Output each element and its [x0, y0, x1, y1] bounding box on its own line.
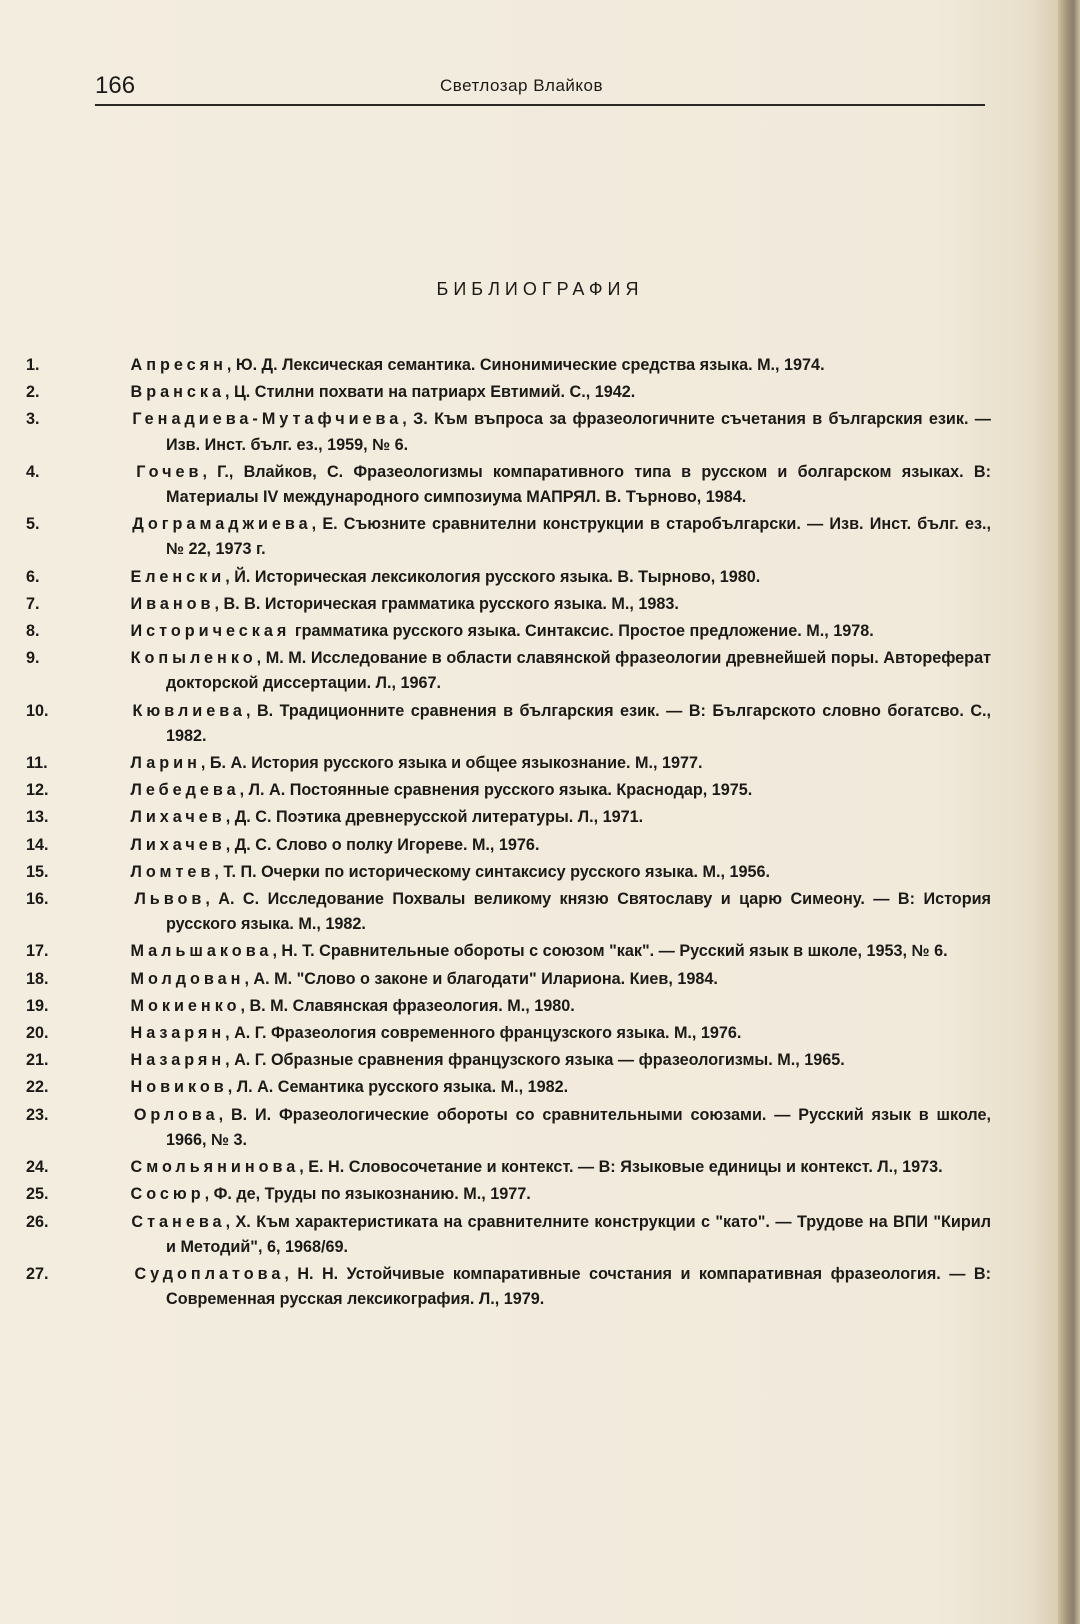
entry-author: Еленски — [130, 567, 226, 586]
bibliography-entry — [26, 778, 991, 803]
entry-number: 3. — [26, 410, 40, 429]
entry-author: Гочев — [136, 462, 203, 481]
entry-number: 24. — [26, 1158, 49, 1177]
bibliography-entry — [26, 967, 991, 992]
entry-details: , Г., Влайков, С. Фразеологизмы компаративного типа в русском и болгарском языках. В: Материалы IV международного симпозиума МАПРЯЛ. В. Търново, 1984. — [166, 462, 991, 507]
bibliography-entry — [26, 1075, 991, 1100]
entry-number: 7. — [26, 594, 40, 613]
entry-author: Копыленко — [130, 649, 257, 668]
entry-number: 9. — [26, 649, 40, 668]
entry-author: Историческая — [130, 622, 291, 641]
entry-details: , Х. Към характеристиката на сравнителните конструкции с "като". — Трудове на ВПИ "Кирил и Методий", 6, 1968/69. — [166, 1212, 992, 1256]
bibliography-list — [26, 353, 992, 1314]
entry-author: Назарян — [130, 1051, 226, 1070]
entry-details: грамматика русского языка. Синтаксис. Простое предложение. М., 1978. — [290, 622, 874, 641]
bibliography-entry — [26, 833, 991, 858]
entry-author: Назарян — [130, 1024, 226, 1043]
entry-number: 4. — [26, 462, 40, 481]
entry-number: 23. — [26, 1105, 49, 1124]
entry-details: , А. Г. Образные сравнения французского языка — фразеологизмы. М., 1965. — [225, 1051, 845, 1070]
entry-author: Львов — [134, 890, 206, 909]
entry-author: Апресян — [130, 356, 227, 374]
entry-details: , В. Традиционните сравнения в българския език. — В: Българското словно богатсво. С., 1982. — [166, 701, 992, 745]
entry-details: , А. М. "Слово о законе и благодати" Илариона. Киев, 1984. — [244, 969, 718, 988]
bibliography-entry — [26, 380, 991, 405]
bibliography-entry — [26, 1155, 991, 1180]
entry-details: , Е. Н. Словосочетание и контекст. — В: Языковые единицы и контекст. Л., 1973. — [299, 1158, 943, 1177]
entry-author: Молдован — [130, 969, 245, 988]
entry-number: 16. — [26, 890, 49, 909]
entry-details: , Ю. Д. Лексическая семантика. Синонимические средства языка. М., 1974. — [226, 356, 825, 374]
entry-author: Станева — [131, 1212, 226, 1231]
bibliography-entry — [26, 1103, 991, 1153]
entry-author: Орлова — [133, 1105, 219, 1124]
header-rule — [95, 104, 985, 106]
entry-author: Генадиева-Мутафчиева — [132, 410, 403, 429]
entry-number: 1. — [26, 356, 40, 374]
entry-number: 25. — [26, 1185, 49, 1204]
entry-author: Судоплатова — [134, 1264, 285, 1283]
entry-author: Вранска — [130, 383, 225, 402]
entry-number: 6. — [26, 567, 40, 586]
entry-number: 14. — [26, 835, 49, 854]
entry-author: Лихачев — [130, 835, 226, 854]
entry-details: , А. Г. Фразеология современного французского языка. М., 1976. — [225, 1024, 742, 1043]
entry-author: Ломтев — [130, 862, 215, 881]
bibliography-entry — [26, 887, 991, 937]
entry-number: 22. — [26, 1078, 49, 1097]
entry-number: 12. — [26, 781, 49, 800]
section-title: БИБЛИОГРАФИЯ — [436, 279, 644, 299]
entry-author: Мальшакова — [130, 942, 273, 961]
entry-details: , В. М. Славянская фразеология. М., 1980. — [240, 996, 575, 1015]
entry-details: , Б. А. История русского языка и общее языкознание. М., 1977. — [200, 754, 703, 773]
entry-number: 8. — [26, 622, 40, 641]
entry-author: Лихачев — [130, 808, 226, 827]
entry-number: 26. — [26, 1212, 49, 1231]
bibliography-entry — [26, 805, 991, 830]
bibliography-entry — [26, 939, 991, 964]
entry-details: , Т. П. Очерки по историческому синтаксису русского языка. М., 1956. — [214, 862, 770, 881]
entry-number: 13. — [26, 808, 49, 827]
entry-details: , Д. С. Поэтика древнерусской литературы. Л., 1971. — [225, 808, 644, 827]
bibliography-entry — [26, 1262, 991, 1312]
entry-details: , Л. А. Постоянные сравнения русского языка. Краснодар, 1975. — [239, 781, 753, 800]
bibliography-entry — [26, 619, 991, 644]
running-head: Светлозар Влайков — [440, 76, 604, 95]
bibliography-entry — [26, 512, 991, 562]
entry-details: , Й. Историческая лексикология русского языка. В. Тырново, 1980. — [225, 567, 761, 586]
entry-number: 11. — [26, 754, 48, 773]
entry-details: , Л. А. Семантика русского языка. М., 1982. — [227, 1078, 569, 1097]
entry-author: Лебедева — [130, 781, 240, 800]
entry-details: , Д. С. Слово о полку Игореве. М., 1976. — [225, 835, 540, 854]
entry-number: 5. — [26, 515, 40, 534]
entry-details: , З. Към въпроса за фразеологичните съчетания в българския език. — Изв. Инст. бълг. ез., 1959, № 6. — [166, 410, 991, 454]
bibliography-entry — [26, 407, 991, 457]
entry-author: Иванов — [130, 594, 215, 613]
entry-number: 17. — [26, 942, 49, 961]
entry-details: , М. М. Исследование в области славянской фразеологии древнейшей поры. Автореферат докторской диссертации. Л., 1967. — [166, 649, 992, 693]
entry-details: , В. И. Фразеологические обороты со сравнительными союзами. — Русский язык в школе, 1966, № 3. — [166, 1105, 991, 1149]
bibliography-entry — [26, 646, 992, 696]
entry-number: 20. — [26, 1024, 49, 1043]
entry-details: , Н. Т. Сравнительные обороты с союзом "как". — Русский язык в школе, 1953, № 6. — [272, 942, 948, 961]
bibliography-entry — [26, 1021, 991, 1046]
book-edge-shadow — [1058, 0, 1080, 1624]
entry-details: , Ц. Стилни похвати на патриарх Евтимий. С., 1942. — [224, 383, 636, 402]
bibliography-entry — [26, 699, 992, 749]
entry-number: 10. — [26, 701, 49, 720]
bibliography-entry — [26, 1048, 991, 1073]
page-header — [95, 68, 985, 108]
page-number: 166 — [95, 72, 136, 99]
bibliography-entry — [26, 1210, 992, 1260]
entry-number: 19. — [26, 996, 49, 1015]
entry-author: Сосюр — [130, 1185, 205, 1204]
entry-author: Дограмаджиева — [132, 515, 312, 534]
bibliography-entry — [26, 1182, 991, 1207]
entry-author: Ларин — [130, 754, 201, 773]
entry-details: , Е. Съюзните сравнителни конструкции в старобългарски. — Изв. Инст. бълг. ез., № 22, 1973 г. — [166, 515, 991, 559]
bibliography-entry — [26, 565, 991, 590]
bibliography-entry — [26, 994, 991, 1019]
entry-author: Кювлиева — [132, 701, 246, 720]
bibliography-entry — [26, 751, 991, 776]
bibliography-entry — [26, 460, 991, 510]
bibliography-entry — [26, 860, 991, 885]
bibliography-entry — [26, 592, 991, 617]
entry-number: 18. — [26, 969, 49, 988]
entry-number: 2. — [26, 383, 40, 402]
entry-details: , В. В. Историческая грамматика русского языка. М., 1983. — [214, 594, 679, 613]
entry-author: Новиков — [130, 1078, 228, 1097]
entry-details: , Н. Н. Устойчивые компаративные сочстания и компаративная фразеология. — В: Современная русская лексикография. Л., 1979. — [166, 1264, 991, 1309]
bibliography-entry — [26, 353, 991, 378]
entry-details: , Ф. де, Труды по языкознанию. М., 1977. — [204, 1185, 531, 1204]
entry-author: Мокиенко — [130, 996, 241, 1015]
entry-number: 21. — [26, 1051, 49, 1070]
entry-details: , А. С. Исследование Похвалы великому князю Святославу и царю Симеону. — В: История русского языка. М., 1982. — [166, 890, 991, 934]
entry-author: Смольянинова — [130, 1158, 300, 1177]
entry-number: 27. — [26, 1264, 49, 1283]
entry-number: 15. — [26, 862, 49, 881]
